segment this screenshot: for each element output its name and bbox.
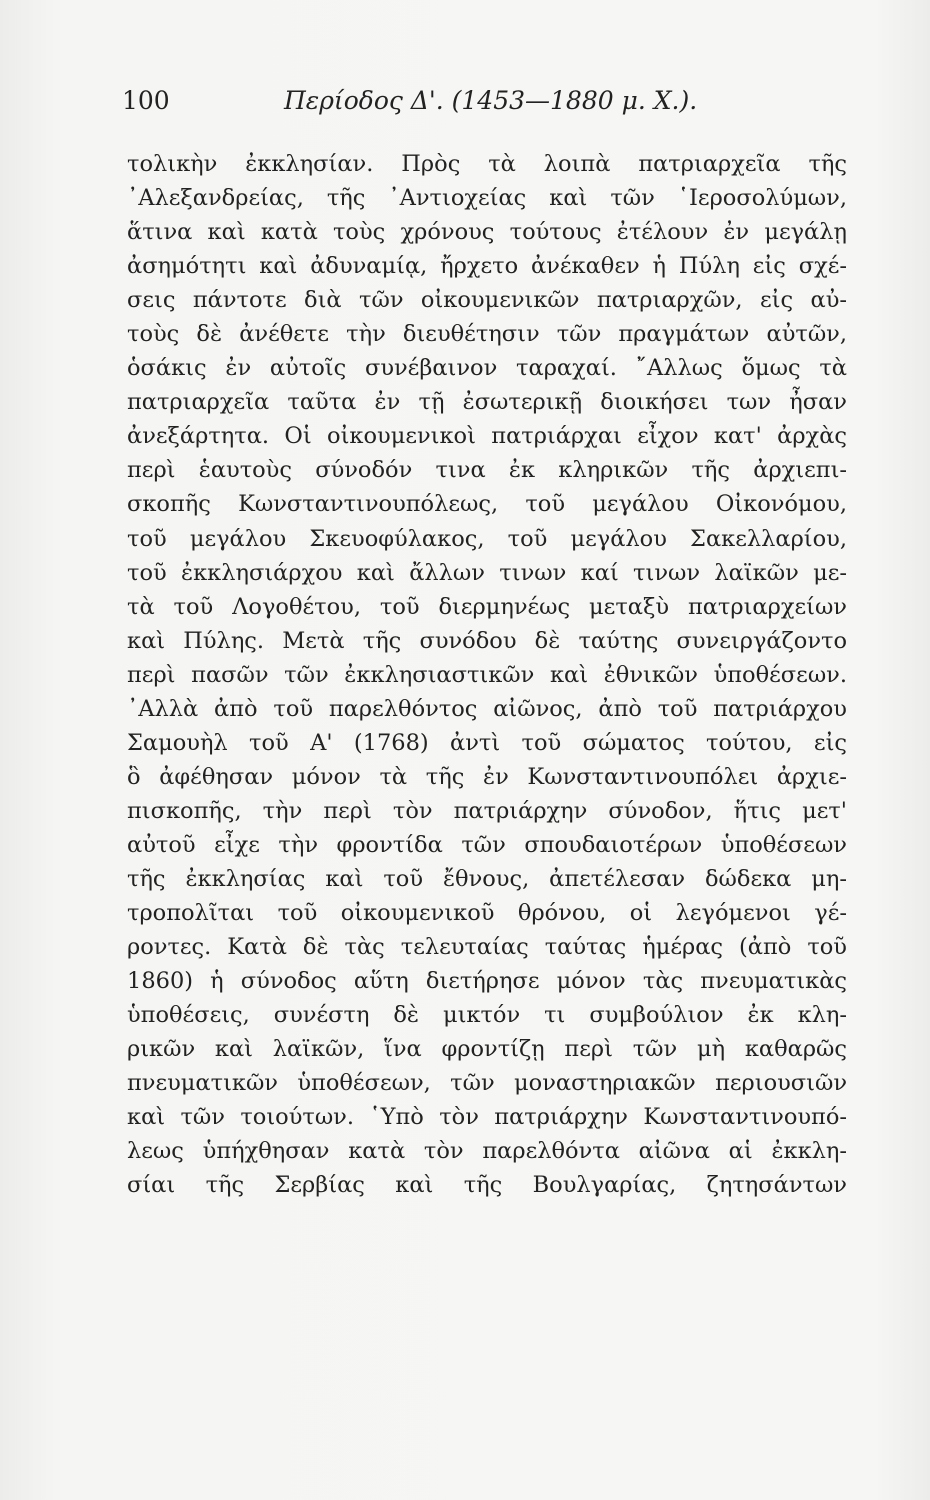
text-line: ὁσάκις ἐν αὐτοῖς συνέβαινον ταραχαί. ῎Αλλως ὅμως τὰ — [127, 355, 847, 382]
text-line: πισκοπῆς, τὴν περὶ τὸν πατριάρχην σύνοδον, ἥτις μετ' — [127, 797, 847, 824]
text-line: πνευματικῶν ὑποθέσεων, τῶν μοναστηριακῶν περιουσιῶν — [127, 1070, 847, 1097]
running-head: Περίοδος Δ'. (1453—1880 μ. Χ.). — [284, 86, 698, 115]
text-line: τολικὴν ἐκκλησίαν. Πρὸς τὰ λοιπὰ πατριαρχεῖα τῆς — [127, 151, 847, 177]
text-line: τὰ τοῦ Λογοθέτου, τοῦ διερμηνέως μεταξὺ πατριαρχείων — [127, 593, 847, 620]
text-line: καὶ τῶν τοιούτων. ῾Υπὸ τὸν πατριάρχην Κωνσταντινουπό- — [127, 1104, 847, 1131]
text-line: τοῦ ἐκκλησιάρχου καὶ ἄλλων τινων καί τινων λαϊκῶν με- — [127, 559, 847, 586]
text-line: ὃ ἀφέθησαν μόνον τὰ τῆς ἐν Κωνσταντινουπόλει ἀρχιε- — [127, 763, 847, 790]
text-line: τοὺς δὲ ἀνέθετε τὴν διευθέτησιν τῶν πραγμάτων αὐτῶν, — [127, 321, 847, 348]
text-line: σεις πάντοτε διὰ τῶν οἰκουμενικῶν πατριαρχῶν, εἰς αὐ- — [127, 287, 847, 314]
page-number: 100 — [122, 86, 170, 115]
text-line: ροντες. Κατὰ δὲ τὰς τελευταίας ταύτας ἡμέρας (ἀπὸ τοῦ — [127, 934, 847, 961]
text-line: τροπολῖται τοῦ οἰκουμενικοῦ θρόνου, οἱ λεγόμενοι γέ- — [127, 900, 847, 927]
text-line: ᾿Αλεξανδρείας, τῆς ᾿Αντιοχείας καὶ τῶν ῾Ιεροσολύμων, — [127, 185, 847, 212]
text-line: αὐτοῦ εἶχε τὴν φροντίδα τῶν σπουδαιοτέρων ὑποθέσεων — [127, 831, 847, 858]
page-header — [122, 86, 822, 126]
text-line: τῆς ἐκκλησίας καὶ τοῦ ἔθνους, ἀπετέλεσαν δώδεκα μη- — [127, 865, 847, 892]
text-line: ᾿Αλλὰ ἀπὸ τοῦ παρελθόντος αἰῶνος, ἀπὸ τοῦ πατριάρχου — [127, 695, 847, 722]
text-line: περὶ πασῶν τῶν ἐκκλησιαστικῶν καὶ ἐθνικῶν ὑποθέσεων. — [127, 661, 847, 688]
text-line: 1860) ἡ σύνοδος αὕτη διετήρησε μόνον τὰς πνευματικὰς — [127, 968, 847, 995]
text-line: περὶ ἑαυτοὺς σύνοδόν τινα ἐκ κληρικῶν τῆς ἀρχιεπι- — [127, 457, 847, 484]
text-line: τοῦ μεγάλου Σκευοφύλακος, τοῦ μεγάλου Σακελλαρίου, — [127, 525, 847, 552]
text-line: ἀνεξάρτητα. Οἱ οἰκουμενικοὶ πατριάρχαι εἶχον κατ' ἀρχὰς — [127, 423, 847, 450]
text-line: ἀσημότητι καὶ ἀδυναμίᾳ, ἤρχετο ἀνέκαθεν ἡ Πύλη εἰς σχέ- — [127, 253, 847, 280]
text-line: Σαμουὴλ τοῦ Α' (1768) ἀντὶ τοῦ σώματος τούτου, εἰς — [127, 729, 847, 756]
text-line: σίαι τῆς Σερβίας καὶ τῆς Βουλγαρίας, ζητησάντων — [127, 1172, 847, 1199]
body-text — [127, 147, 847, 1202]
text-line: καὶ Πύλης. Μετὰ τῆς συνόδου δὲ ταύτης συνειργάζοντο — [127, 627, 847, 654]
text-line: σκοπῆς Κωνσταντινουπόλεως, τοῦ μεγάλου Οἰκονόμου, — [127, 491, 847, 518]
text-line: ὑποθέσεις, συνέστη δὲ μικτόν τι συμβούλιον ἐκ κλη- — [127, 1002, 847, 1029]
text-line: λεως ὑπήχθησαν κατὰ τὸν παρελθόντα αἰῶνα αἱ ἐκκλη- — [127, 1138, 847, 1165]
text-line: ἅτινα καὶ κατὰ τοὺς χρόνους τούτους ἐτέλουν ἐν μεγάλῃ — [127, 219, 847, 246]
text-line: πατριαρχεῖα ταῦτα ἐν τῇ ἐσωτερικῇ διοικήσει των ἦσαν — [127, 389, 847, 416]
text-line: ρικῶν καὶ λαϊκῶν, ἵνα φροντίζῃ περὶ τῶν μὴ καθαρῶς — [127, 1036, 847, 1063]
